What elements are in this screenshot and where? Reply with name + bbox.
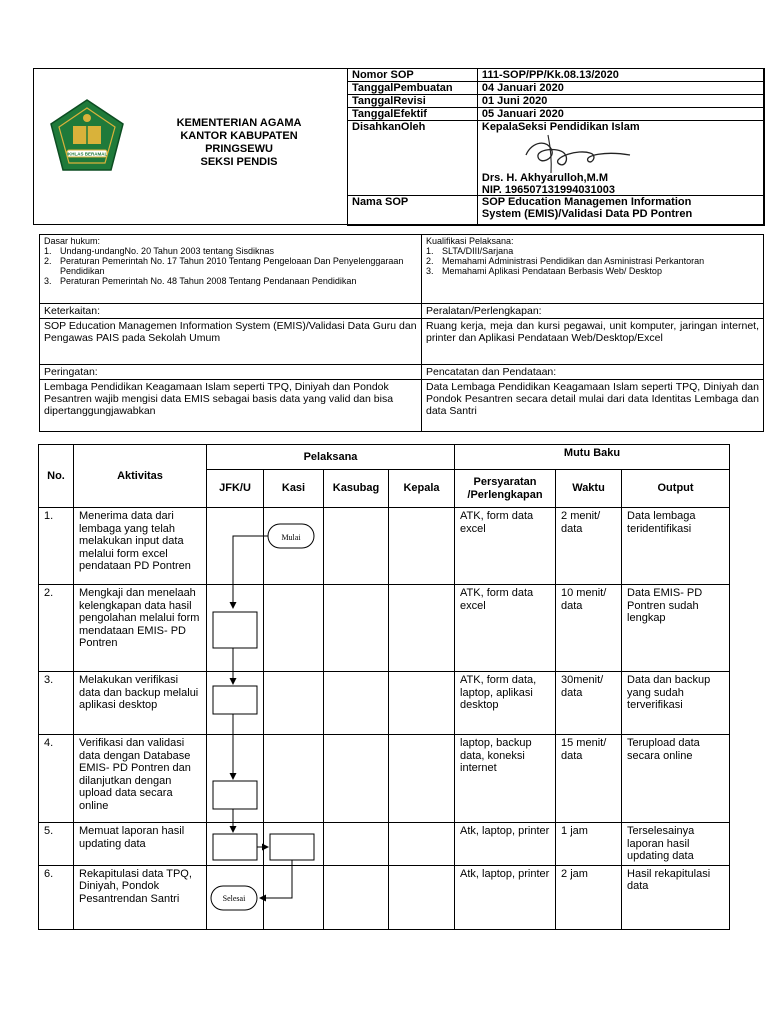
row-waktu: 1 jam <box>556 823 622 866</box>
nomor-value: 111-SOP/PP/Kk.08.13/2020 <box>477 69 764 82</box>
row-aktivitas: Menerima data dari lembaga yang telah melakukan input data melalui form excel pendataan PD Pontren <box>74 508 207 585</box>
row-no: 1. <box>39 508 74 585</box>
row-persyaratan: ATK, form data, laptop, aplikasi desktop <box>455 672 556 735</box>
header-kasubag: Kasubag <box>324 470 389 508</box>
peringatan-text: Lembaga Pendidikan Keagamaan Islam seperti TPQ, Diniyah dan Pondok Pesantren wajib mengisi data EMIS sebagai basis data yang valid dan bisa dipertanggungjawabkan <box>40 380 422 432</box>
row-no: 6. <box>39 865 74 929</box>
peringatan-label: Peringatan: <box>40 365 422 380</box>
dasar-hukum-label: Dasar hukum: <box>44 236 101 246</box>
row-waktu: 15 menit/ data <box>556 735 622 823</box>
row-persyaratan: Atk, laptop, printer <box>455 865 556 929</box>
org-line-3: PRINGSEWU <box>205 143 273 155</box>
revisi-label: TanggalRevisi <box>348 95 478 108</box>
process-box-2 <box>213 612 257 648</box>
disahkan-value: KepalaSeksi Pendidikan Islam <box>481 121 640 133</box>
header-jfku: JFK/U <box>207 470 264 508</box>
connector <box>260 884 292 898</box>
signer-nip: NIP. 196507131994031003 <box>481 184 616 196</box>
peralatan-label: Peralatan/Perlengkapan: <box>422 304 764 319</box>
header-no: No. <box>39 445 74 508</box>
row-output: Terupload data secara online <box>622 735 730 823</box>
header-output: Output <box>622 470 730 508</box>
start-label: Mulai <box>281 533 301 542</box>
row-aktivitas: Memuat laporan hasil updating data <box>74 823 207 866</box>
pencatatan-label: Pencatatan dan Pendataan: <box>422 365 764 380</box>
row-aktivitas: Verifikasi dan validasi data dengan Database EMIS- PD Pontren dan dilanjutkan dengan upload data secara online <box>74 735 207 823</box>
list-item: 3. Peraturan Pemerintah No. 48 Tahun 2008 Tentang Pendanaan Pendidikan <box>44 276 357 286</box>
row-waktu: 30menit/ data <box>556 672 622 735</box>
nama-sop-line-2: System (EMIS)/Validasi Data PD Pontren <box>481 208 693 220</box>
end-label: Selesai <box>222 894 246 903</box>
row-waktu: 10 menit/ data <box>556 585 622 672</box>
list-item: 1. SLTA/DIII/Sarjana <box>426 246 514 256</box>
header-mutu-baku: Mutu Baku <box>455 445 730 470</box>
process-box-3 <box>213 686 257 714</box>
logo-text: IKHLAS BERAMAL <box>66 151 108 157</box>
row-waktu: 2 menit/ data <box>556 508 622 585</box>
row-persyaratan: laptop, backup data, koneksi internet <box>455 735 556 823</box>
header-aktivitas: Aktivitas <box>74 445 207 508</box>
header-kasi: Kasi <box>264 470 324 508</box>
list-item: 2. Memahami Administrasi Pendidikan dan Asministrasi Perkantoran <box>426 256 705 266</box>
list-item: 3. Memahami Aplikasi Pendataan Berbasis Web/ Desktop <box>426 266 662 276</box>
row-no: 2. <box>39 585 74 672</box>
row-no: 5. <box>39 823 74 866</box>
org-line-4: SEKSI PENDIS <box>200 156 278 168</box>
row-output: Data lembaga teridentifikasi <box>622 508 730 585</box>
row-output: Data dan backup yang sudah terverifikasi <box>622 672 730 735</box>
header-waktu: Waktu <box>556 470 622 508</box>
pembuatan-label: TanggalPembuatan <box>348 82 478 95</box>
revisi-value: 01 Juni 2020 <box>477 95 764 108</box>
row-output: Hasil rekapitulasi data <box>622 865 730 929</box>
row-persyaratan: ATK, form data excel <box>455 585 556 672</box>
row-aktivitas: Melakukan verifikasi data dan backup melalui aplikasi desktop <box>74 672 207 735</box>
kualifikasi-label: Kualifikasi Pelaksana: <box>426 236 514 246</box>
row-no: 3. <box>39 672 74 735</box>
nama-sop-label: Nama SOP <box>348 196 478 226</box>
row-no: 4. <box>39 735 74 823</box>
row-persyaratan: Atk, laptop, printer <box>455 823 556 866</box>
header-pelaksana: Pelaksana <box>207 445 455 470</box>
row-output: Data EMIS- PD Pontren sudah lengkap <box>622 585 730 672</box>
keterkaitan-label: Keterkaitan: <box>40 304 422 319</box>
efektif-label: TanggalEfektif <box>348 108 478 121</box>
list-item: 1. Undang-undangNo. 20 Tahun 2003 tentang Sisdiknas <box>44 246 275 256</box>
nama-sop-line-1: SOP Education Managemen Information <box>481 196 692 208</box>
row-waktu: 2 jam <box>556 865 622 929</box>
row-output: Terselesainya laporan hasil updating data <box>622 823 730 866</box>
pembuatan-value: 04 Januari 2020 <box>477 82 764 95</box>
signer-name: Drs. H. Akhyarulloh,M.M <box>481 172 608 184</box>
pencatatan-text: Data Lembaga Pendidikan Keagamaan Islam seperti TPQ, Diniyah dan Pondok Pesantren secara detail mulai dari data Identitas Lembaga dan data Santri <box>422 380 764 432</box>
process-box-5b <box>270 834 314 860</box>
org-line-1: KEMENTERIAN AGAMA <box>176 117 302 129</box>
efektif-value: 05 Januari 2020 <box>477 108 764 121</box>
peralatan-text: Ruang kerja, meja dan kursi pegawai, unit komputer, jaringan internet, printer dan Aplikasi Pendataan Web/Desktop/Excel <box>422 319 764 365</box>
row-persyaratan: ATK, form data excel <box>455 508 556 585</box>
header-persyaratan: Persyaratan /Perlengkapan <box>455 470 556 508</box>
org-line-2: KANTOR KABUPATEN <box>180 130 298 142</box>
list-item: 2. Peraturan Pemerintah No. 17 Tahun 2010 Tentang Pengeloaan Dan Penyelenggaraan Pendidikan <box>44 256 404 276</box>
nomor-label: Nomor SOP <box>348 69 478 82</box>
header-kepala: Kepala <box>389 470 455 508</box>
process-box-4 <box>213 781 257 809</box>
row-aktivitas: Mengkaji dan menelaah kelengkapan data hasil pengolahan melalui form mendataan EMIS- PD Pontren <box>74 585 207 672</box>
row-aktivitas: Rekapitulasi data TPQ, Diniyah, Pondok Pesantrendan Santri <box>74 865 207 929</box>
connector <box>233 536 268 608</box>
process-box-5a <box>213 834 257 860</box>
disahkan-label: DisahkanOleh <box>348 121 478 196</box>
keterkaitan-text: SOP Education Managemen Information System (EMIS)/Validasi Data Guru dan Pengawas PAIS pada Sekolah Umum <box>40 319 422 365</box>
